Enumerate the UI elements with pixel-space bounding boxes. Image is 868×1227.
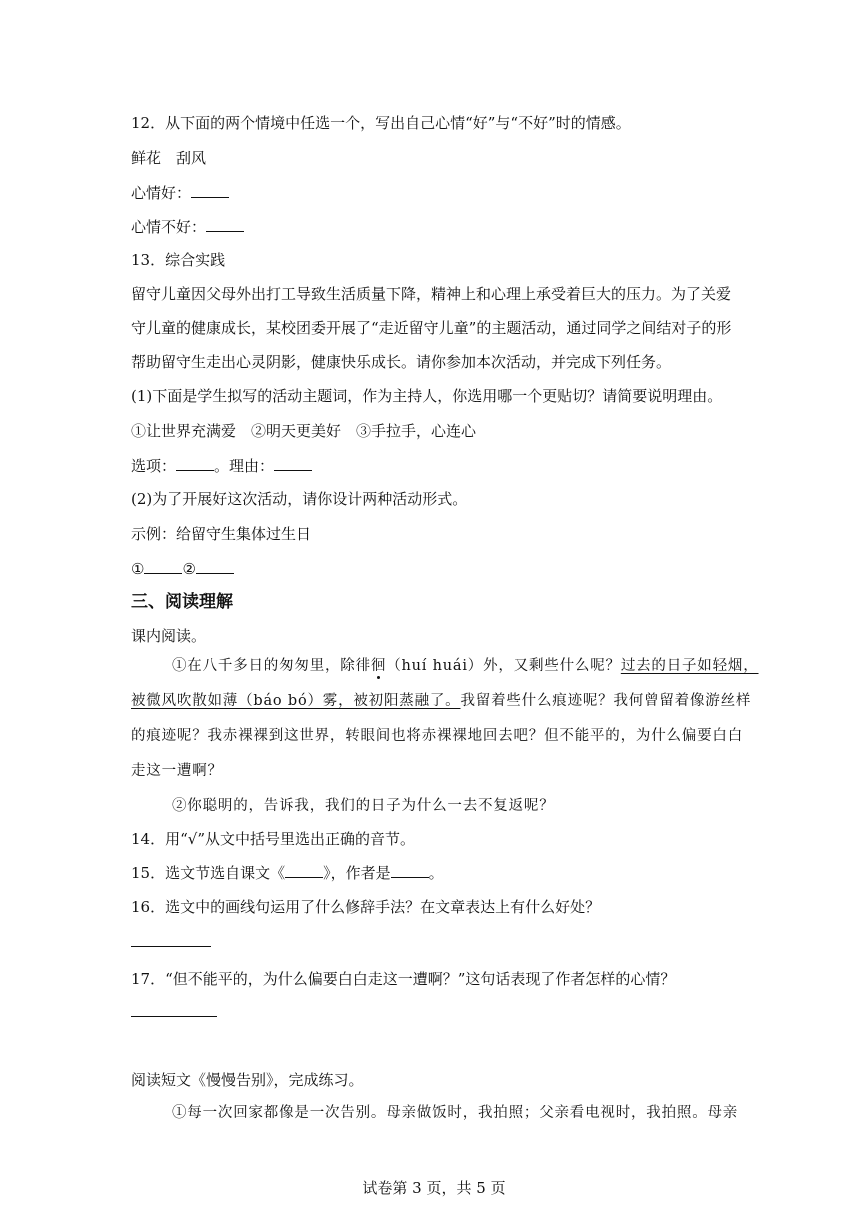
q13-answer1-label: ① xyxy=(131,560,145,578)
q13-answer1-blank[interactable] xyxy=(144,559,182,574)
q16-answer-line[interactable] xyxy=(131,946,211,947)
q12-bad-blank[interactable] xyxy=(206,217,244,232)
q13-answer-row xyxy=(131,559,234,579)
reading1-underlined-sentence-part1: 过去的日子如轻烟， xyxy=(620,658,759,674)
q13-choices: ①让世界充满爱 ②明天更美好 ③手拉手，心连心 xyxy=(131,422,477,440)
reading2-intro: 阅读短文《慢慢告别》，完成练习。 xyxy=(131,1071,364,1089)
q12-good-row xyxy=(131,183,229,203)
q13-example: 示例：给留守生集体过生日 xyxy=(131,525,312,543)
reading1-line2 xyxy=(131,691,751,711)
q17-answer-line[interactable] xyxy=(131,1016,217,1017)
q13-choice-label: 选项： xyxy=(131,457,177,475)
reading1-line4: 走这一遭啊？ xyxy=(131,763,223,779)
q13-task1: (1)下面是学生拟写的活动主题词，作为主持人，你选用哪一个更贴切？请简要说明理由。 xyxy=(131,387,723,405)
reading1-line1-pinyin: （huí huái）外，又剩些什么呢？ xyxy=(386,658,621,674)
q13-choice-blank[interactable] xyxy=(176,456,214,471)
reading1-line2-text: 我留着些什么痕迹呢？我何曾留着像游丝样 xyxy=(460,693,752,709)
q13-answer2-blank[interactable] xyxy=(196,559,234,574)
q12-bad-row xyxy=(131,217,244,237)
reading1-line5: ②你聪明的，告诉我，我们的日子为什么一去不复返呢？ xyxy=(172,798,555,814)
q15-post: 。 xyxy=(428,864,444,882)
q13-para-line2: 守儿童的健康成长，某校团委开展了“走近留守儿童”的主题活动，通过同学之间结对子的形 xyxy=(131,319,732,337)
q12-good-blank[interactable] xyxy=(191,183,229,198)
q15-pre: 15．选文节选自课文《 xyxy=(131,864,286,882)
page-footer: 试卷第 3 页，共 5 页 xyxy=(362,1179,506,1197)
q14-stem: 14．用“√”从文中括号里选出正确的音节。 xyxy=(131,830,415,848)
q12-options: 鲜花 刮风 xyxy=(131,149,207,167)
q16-stem: 16．选文中的画线句运用了什么修辞手法？在文章表达上有什么好处？ xyxy=(131,898,601,916)
reading1-line1 xyxy=(172,656,759,676)
q15-row xyxy=(131,863,444,883)
q12-bad-label: 心情不好： xyxy=(131,218,207,236)
q13-para-line1: 留守儿童因父母外出打工导致生活质量下降，精神上和心理上承受着巨大的压力。为了关爱 xyxy=(131,285,732,303)
section-title: 三、阅读理解 xyxy=(131,592,233,612)
reading1-underlined-sentence-part2: 被微风吹散如薄（báo bó）雾，被初阳蒸融了。 xyxy=(131,693,461,709)
q13-choice-row xyxy=(131,456,312,476)
q13-task2: (2)为了开展好这次活动，请你设计两种活动形式。 xyxy=(131,490,468,508)
reading1-line1-text: ①在八千多日的匆匆里，除徘 xyxy=(172,658,371,674)
q15-title-blank[interactable] xyxy=(285,863,323,878)
q12-good-label: 心情好： xyxy=(131,184,192,202)
reading1-intro: 课内阅读。 xyxy=(131,627,207,645)
reading2-line1: ①每一次回家都像是一次告别。母亲做饭时，我拍照；父亲看电视时，我拍照。母亲 xyxy=(172,1105,739,1121)
q13-reason-label: 。理由： xyxy=(214,457,275,475)
q13-title: 13．综合实践 xyxy=(131,251,226,269)
q13-answer2-label: ② xyxy=(182,560,196,578)
q13-reason-blank[interactable] xyxy=(274,456,312,471)
q13-para-line3: 帮助留守生走出心灵阴影，健康快乐成长。请你参加本次活动，并完成下列任务。 xyxy=(131,353,672,371)
q15-author-blank[interactable] xyxy=(391,863,429,878)
reading1-dotted-char: 徊 xyxy=(370,658,387,674)
q15-mid: 》，作者是 xyxy=(323,864,391,882)
q12-stem: 12．从下面的两个情境中任选一个，写出自己心情“好”与“不好”时的情感。 xyxy=(131,114,631,132)
reading1-line3: 的痕迹呢？我赤裸裸到这世界，转眼间也将赤裸裸地回去吧？但不能平的，为什么偏要白白 xyxy=(131,728,743,744)
q17-stem: 17．“但不能平的，为什么偏要白白走这一遭啊？”这句话表现了作者怎样的心情？ xyxy=(131,970,676,988)
